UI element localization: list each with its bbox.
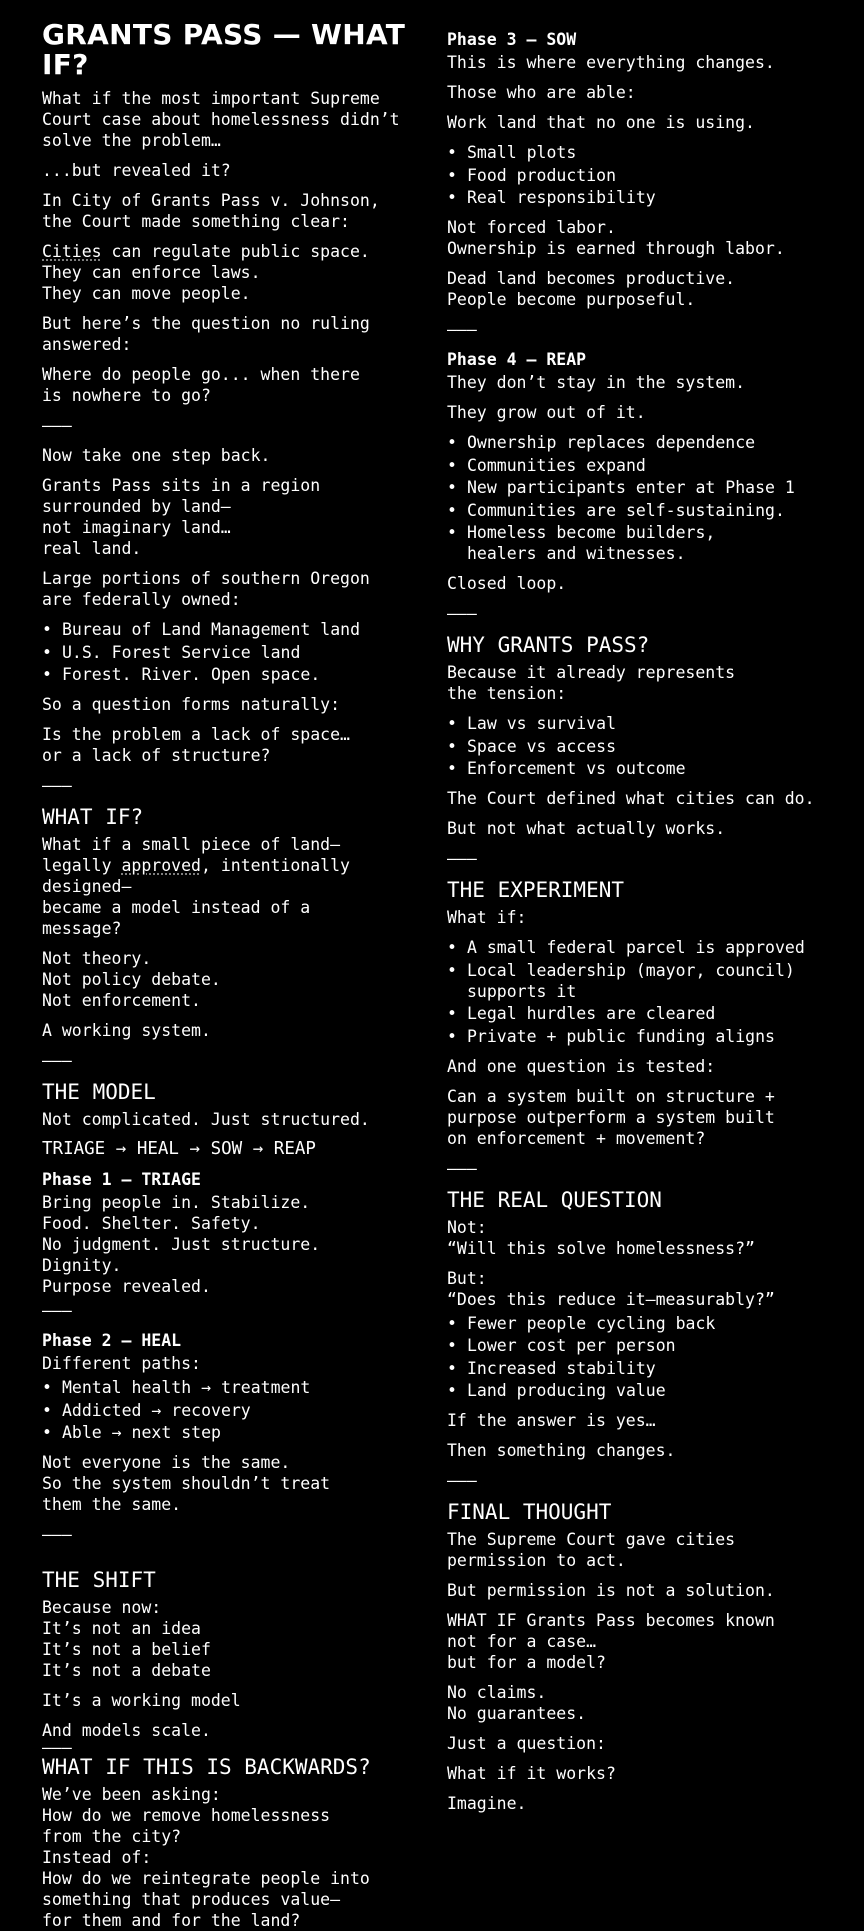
list-item: • Homeless become builders, healers and witnesses. xyxy=(447,522,864,564)
section-divider: ——— xyxy=(447,1471,477,1490)
section-divider: ——— xyxy=(42,1738,72,1757)
but-question: But: “Does this reduce it—measurably?” xyxy=(447,1268,775,1309)
spacer xyxy=(42,1554,447,1568)
why-heading: WHY GRANTS PASS? xyxy=(447,633,650,657)
grow-out-paragraph: They grow out of it. xyxy=(447,403,646,422)
dead-land-paragraph: Dead land becomes productive. People become purposeful. xyxy=(447,269,736,309)
list-item: • Mental health → treatment xyxy=(42,1377,447,1398)
one-question-paragraph: And one question is tested: xyxy=(447,1056,716,1076)
real-question-list xyxy=(447,1313,864,1402)
phase3-heading: Phase 3 — SOW xyxy=(447,30,577,49)
federal-paragraph: Large portions of southern Oregon are federally owned: xyxy=(42,569,370,609)
phase1-text: Bring people in. Stabilize. Food. Shelter. Safety. No judgment. Just structure. Dignity. Purpose revealed. xyxy=(42,1193,321,1296)
list-item: • Enforcement vs outcome xyxy=(447,758,864,779)
list-item: • Real responsibility xyxy=(447,187,864,208)
not-works-paragraph: But not what actually works. xyxy=(447,819,726,838)
work-land-paragraph: Work land that no one is using. xyxy=(447,113,755,132)
section-divider: ——— xyxy=(447,1158,477,1178)
list-item: • Law vs survival xyxy=(447,713,864,734)
what-if-text-a: What if a small piece of land— legally xyxy=(42,835,341,875)
list-item: • A small federal parcel is approved xyxy=(447,937,864,958)
model-flow: TRIAGE → HEAL → SOW → REAP xyxy=(42,1139,316,1159)
list-item: • Space vs access xyxy=(447,736,864,757)
real-question-heading: THE REAL QUESTION xyxy=(447,1187,662,1212)
list-item: • New participants enter at Phase 1 xyxy=(447,477,864,498)
phase2-list xyxy=(42,1377,447,1443)
section-divider: ——— xyxy=(447,320,477,339)
list-item: • Bureau of Land Management land xyxy=(42,619,447,640)
cities-line1-rest: can regulate public space. xyxy=(101,242,370,261)
land-list xyxy=(42,619,447,685)
phase2-heading: Phase 2 — HEAL xyxy=(42,1331,182,1350)
closed-loop-paragraph: Closed loop. xyxy=(447,574,567,593)
list-item: • Small plots xyxy=(447,142,864,163)
experiment-list xyxy=(447,937,864,1047)
what-if-heading: WHAT IF? xyxy=(42,805,144,829)
final-paragraph: The Supreme Court gave cities permission to act. xyxy=(447,1530,736,1570)
phase2-subtitle: Different paths: xyxy=(42,1354,201,1373)
region-paragraph: Grants Pass sits in a region surrounded by land— not imaginary land… real land. xyxy=(42,476,321,558)
able-paragraph: Those who are able: xyxy=(447,83,636,102)
where-paragraph: Where do people go... when there is nowhere to go? xyxy=(42,365,360,405)
phase1-heading: Phase 1 — TRIAGE xyxy=(42,1170,201,1189)
phase4-heading: Phase 4 — REAP xyxy=(447,350,587,369)
right-column xyxy=(447,0,864,1821)
section-divider: ——— xyxy=(447,604,477,623)
why-list xyxy=(447,713,864,779)
list-item: • Legal hurdles are cleared xyxy=(447,1003,864,1024)
working-model-paragraph: It’s a working model xyxy=(42,1691,241,1710)
list-item: • Addicted → recovery xyxy=(42,1400,447,1421)
final-paragraph: Imagine. xyxy=(447,1794,527,1813)
what-if-paragraph xyxy=(42,834,392,939)
section-divider: ——— xyxy=(42,776,72,795)
section-divider: ——— xyxy=(42,416,72,435)
if-yes-paragraph: If the answer is yes… xyxy=(447,1411,656,1430)
what-if-text-c: , intentionally designed— became a model instead of a message? xyxy=(42,856,350,938)
not-theory-paragraph: Not theory. Not policy debate. Not enforcement. xyxy=(42,949,221,1010)
list-item: • U.S. Forest Service land xyxy=(42,642,447,663)
list-item: • Able → next step xyxy=(42,1422,447,1443)
cities-lines-rest: They can enforce laws. They can move people. xyxy=(42,263,261,303)
shift-text: Because now: It’s not an idea It’s not a belief It’s not a debate xyxy=(42,1598,211,1680)
list-item: • Communities are self-sustaining. xyxy=(447,500,864,521)
list-item: • Ownership replaces dependence xyxy=(447,432,864,453)
final-paragraph: Just a question: xyxy=(447,1734,606,1753)
final-paragraph: No claims. No guarantees. xyxy=(447,1683,587,1723)
intro-paragraph: In City of Grants Pass v. Johnson, the Court made something clear: xyxy=(42,191,380,231)
working-system-paragraph: A working system. xyxy=(42,1021,211,1040)
experiment-subtitle: What if: xyxy=(447,908,527,927)
question-forms-paragraph: So a question forms naturally: xyxy=(42,695,341,714)
phase3-subtitle: This is where everything changes. xyxy=(447,53,775,72)
list-item: • Increased stability xyxy=(447,1358,864,1379)
court-defined-paragraph: The Court defined what cities can do. xyxy=(447,789,815,808)
experiment-heading: THE EXPERIMENT xyxy=(447,878,625,902)
models-scale-paragraph: And models scale. xyxy=(42,1721,211,1740)
backwards-heading: WHAT IF THIS IS BACKWARDS? xyxy=(42,1755,371,1779)
final-paragraph: But permission is not a solution. xyxy=(447,1581,775,1600)
section-divider: ——— xyxy=(42,1525,72,1544)
not-forced-paragraph: Not forced labor. Ownership is earned through labor. xyxy=(447,218,785,258)
list-item: • Communities expand xyxy=(447,455,864,476)
then-changes-paragraph: Then something changes. xyxy=(447,1441,676,1460)
shift-heading: THE SHIFT xyxy=(42,1568,156,1592)
phase3-list xyxy=(447,142,864,208)
approved-word: approved xyxy=(121,856,201,875)
step-back-paragraph: Now take one step back. xyxy=(42,446,271,465)
space-paragraph: Is the problem a lack of space… or a lack of structure? xyxy=(42,725,350,765)
intro-paragraph: ...but revealed it? xyxy=(42,161,231,180)
final-paragraph: What if it works? xyxy=(447,1764,616,1783)
list-item: • Private + public funding aligns xyxy=(447,1026,864,1047)
list-item: • Food production xyxy=(447,165,864,186)
list-item: • Lower cost per person xyxy=(447,1335,864,1356)
can-system-paragraph: Can a system built on structure + purpose outperform a system built on enforcement + movement? xyxy=(447,1086,775,1148)
backwards-text: We’ve been asking: How do we remove homelessness from the city? Instead of: How do we reintegrate people into something that produces value— for them and for the land? xyxy=(42,1785,370,1930)
section-divider: ——— xyxy=(42,1301,72,1320)
page-title: GRANTS PASS — WHAT IF? xyxy=(42,18,406,81)
list-item: • Fewer people cycling back xyxy=(447,1313,864,1334)
phase4-subtitle: They don’t stay in the system. xyxy=(447,373,746,392)
section-divider: ——— xyxy=(42,1051,72,1070)
list-item: • Land producing value xyxy=(447,1380,864,1401)
model-heading: THE MODEL xyxy=(42,1080,156,1104)
section-divider: ——— xyxy=(447,849,477,868)
list-item: • Local leadership (mayor, council) supports it xyxy=(447,960,864,1002)
intro-paragraph: What if the most important Supreme Court case about homelessness didn’t solve the problem… xyxy=(42,89,400,150)
cities-paragraph xyxy=(42,241,447,304)
cities-word: Cities xyxy=(42,242,102,261)
not-question: Not: “Will this solve homelessness?” xyxy=(447,1217,755,1258)
final-heading: FINAL THOUGHT xyxy=(447,1500,612,1524)
why-subtitle: Because it already represents the tension: xyxy=(447,663,736,703)
final-paragraph: WHAT IF Grants Pass becomes known not for a case… but for a model? xyxy=(447,1611,775,1672)
phase4-list xyxy=(447,432,864,564)
model-subtitle: Not complicated. Just structured. xyxy=(42,1110,370,1129)
list-item: • Forest. River. Open space. xyxy=(42,664,447,685)
question-paragraph: But here’s the question no ruling answered: xyxy=(42,314,370,354)
phase2-text: Not everyone is the same. So the system shouldn’t treat them the same. xyxy=(42,1453,331,1514)
